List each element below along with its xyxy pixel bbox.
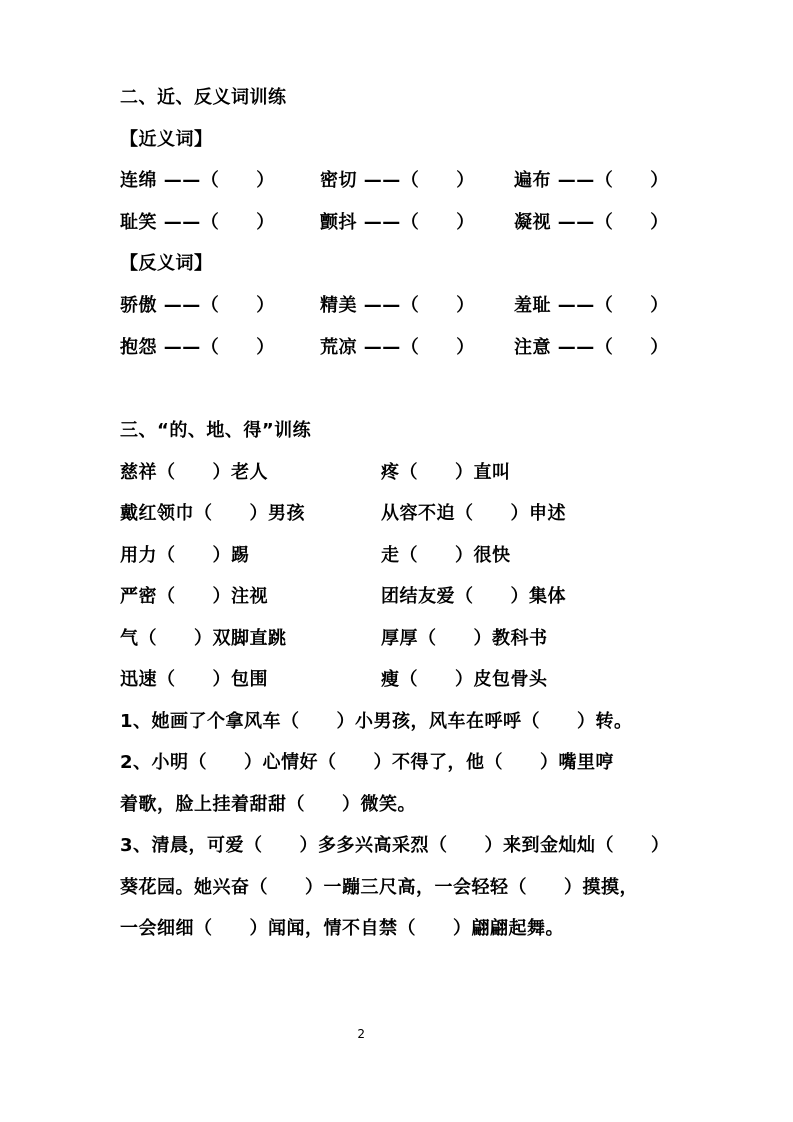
- synonym-item: 颤抖 ——（ ）: [320, 212, 475, 233]
- antonym-row-2: [120, 339, 680, 361]
- phrase-item: 瘦（ ）皮包骨头: [381, 669, 548, 690]
- sentence-line: 葵花园。她兴奋（ ）一蹦三尺高，一会轻轻（ ）摸摸，: [120, 877, 638, 898]
- phrase-item: 气（ ）双脚直跳: [120, 628, 287, 649]
- synonym-row-1: [120, 172, 680, 194]
- phrase-item: 团结友爱（ ）集体: [381, 586, 566, 607]
- antonym-row-1: [120, 297, 680, 319]
- section-3-title: 三、“的、地、得”训练: [120, 420, 312, 441]
- antonym-item: 骄傲 ——（ ）: [120, 295, 275, 316]
- phrase-item: 迅速（ ）包围: [120, 669, 268, 690]
- phrase-item: 厚厚（ ）教科书: [381, 628, 548, 649]
- de-di-de-row: [120, 671, 680, 693]
- synonym-item: 凝视 ——（ ）: [514, 212, 669, 233]
- de-di-de-row: [120, 464, 680, 486]
- antonyms-header: 【反义词】: [120, 253, 213, 274]
- antonym-item: 荒凉 ——（ ）: [320, 337, 475, 358]
- sentence-line: 着歌，脸上挂着甜甜（ ）微笑。: [120, 794, 416, 815]
- antonym-item: 注意 ——（ ）: [514, 337, 669, 358]
- section-2-title: 二、近、反义词训练: [120, 87, 287, 108]
- synonym-item: 耻笑 ——（ ）: [120, 212, 275, 233]
- phrase-item: 从容不迫（ ）申述: [381, 503, 566, 524]
- de-di-de-row: [120, 505, 680, 527]
- synonym-item: 遍布 ——（ ）: [514, 170, 669, 191]
- phrase-item: 疼（ ）直叫: [381, 462, 511, 483]
- phrase-item: 严密（ ）注视: [120, 586, 268, 607]
- antonym-item: 精美 ——（ ）: [320, 295, 475, 316]
- phrase-item: 慈祥（ ）老人: [120, 462, 268, 483]
- de-di-de-row: [120, 630, 680, 652]
- synonym-row-2: [120, 214, 680, 236]
- sentence-line: 3、清晨，可爱（ ）多多兴高采烈（ ）来到金灿灿（ ）: [120, 835, 670, 856]
- sentence-line: 2、小明（ ）心情好（ ）不得了，他（ ）嘴里哼: [120, 752, 615, 773]
- synonym-item: 连绵 ——（ ）: [120, 170, 275, 191]
- antonym-item: 抱怨 ——（ ）: [120, 337, 275, 358]
- phrase-item: 走（ ）很快: [381, 545, 511, 566]
- synonyms-header: 【近义词】: [120, 129, 213, 150]
- de-di-de-row: [120, 547, 680, 569]
- page-number: 2: [357, 1027, 366, 1041]
- de-di-de-row: [120, 588, 680, 610]
- synonym-item: 密切 ——（ ）: [320, 170, 475, 191]
- sentence-line: 一会细细（ ）闻闻，情不自禁（ ）翩翩起舞。: [120, 918, 564, 939]
- antonym-item: 羞耻 ——（ ）: [514, 295, 669, 316]
- sentence-line: 1、她画了个拿风车（ ）小男孩，风车在呼呼（ ）转。: [120, 711, 633, 732]
- phrase-item: 用力（ ）踢: [120, 545, 250, 566]
- phrase-item: 戴红领巾（ ）男孩: [120, 503, 305, 524]
